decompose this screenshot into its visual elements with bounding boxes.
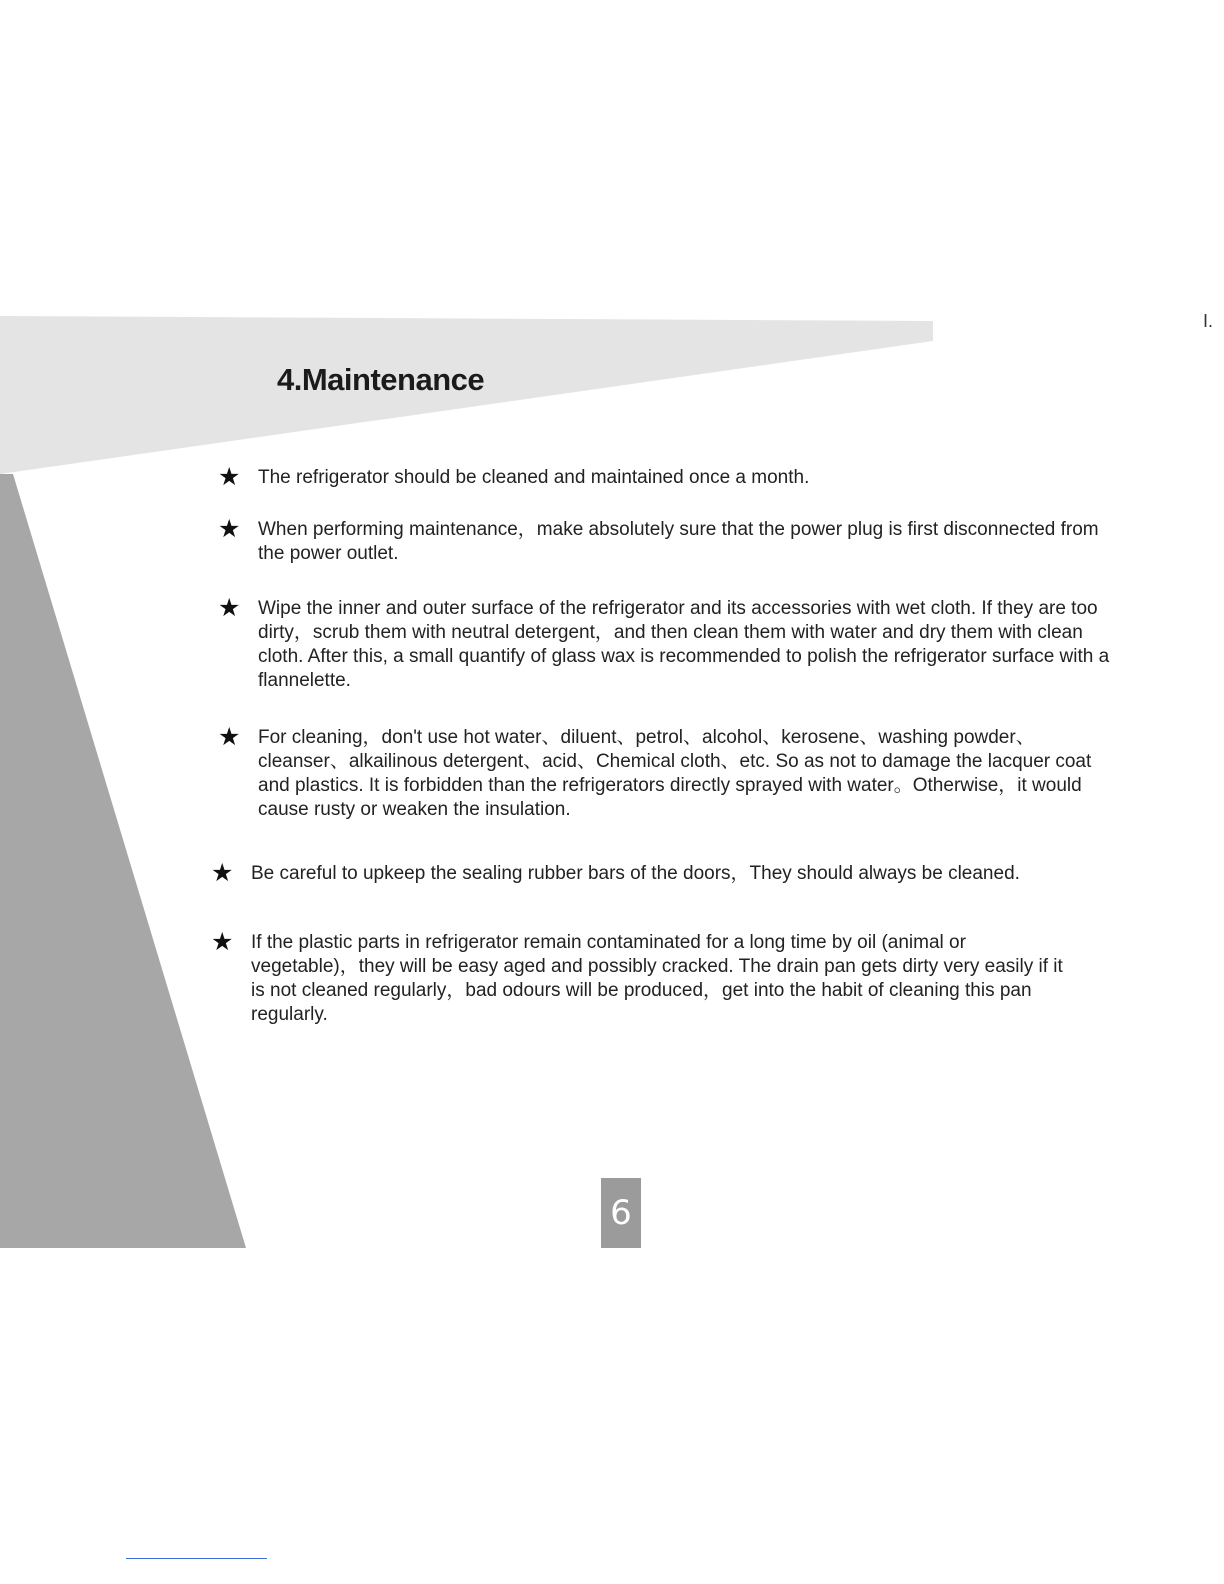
star-icon: ★ bbox=[218, 594, 241, 622]
list-item-text: Wipe the inner and outer surface of the refrigerator and its accessories with wet cloth. If they are too dirty，scrub them with neutral detergent，and then clean them with water and dry them with clean cloth. After this, a small quantify of glass wax is recommended to polish the refrigerator surface with a flannelette. bbox=[258, 598, 1110, 691]
list-item bbox=[218, 594, 1118, 693]
left-wedge bbox=[0, 474, 246, 1248]
page-number: 6 bbox=[601, 1178, 641, 1248]
list-item-text: If the plastic parts in refrigerator remain contaminated for a long time by oil (animal or vegetable)，they will be easy aged and possibly cracked. The drain pan gets dirty very easily if it is not cleaned regularly，bad odours will be produced，get into the habit of cleaning this pan regularly. bbox=[251, 932, 1063, 1025]
list-item bbox=[211, 928, 1071, 1027]
star-icon: ★ bbox=[218, 723, 241, 751]
list-item bbox=[218, 723, 1118, 822]
star-icon: ★ bbox=[211, 928, 234, 956]
star-icon: ★ bbox=[218, 515, 241, 543]
list-item-text: For cleaning，don't use hot water、diluent、petrol、alcohol、kerosene、washing powder、cleanser、alkailinous detergent、acid、Chemical cloth、etc. So as not to damage the lacquer coat and plastics. It is forbidden than the refrigerators directly sprayed with water。Otherwise，it would cause rusty or weaken the insulation. bbox=[258, 727, 1092, 820]
list-item-text: When performing maintenance，make absolutely sure that the power plug is first disconnected from the power outlet. bbox=[258, 519, 1099, 564]
list-item-text: Be careful to upkeep the sealing rubber bars of the doors，They should always be cleaned. bbox=[251, 863, 1020, 884]
section-title: 4.Maintenance bbox=[277, 362, 485, 397]
star-icon: ★ bbox=[211, 859, 234, 887]
list-item bbox=[218, 463, 1118, 491]
edge-mark: I. bbox=[1203, 311, 1214, 331]
list-item bbox=[218, 515, 1118, 566]
bottom-rule bbox=[126, 1558, 267, 1559]
star-icon: ★ bbox=[218, 463, 241, 491]
list-item-text: The refrigerator should be cleaned and maintained once a month. bbox=[258, 467, 810, 488]
list-item bbox=[211, 859, 1121, 887]
